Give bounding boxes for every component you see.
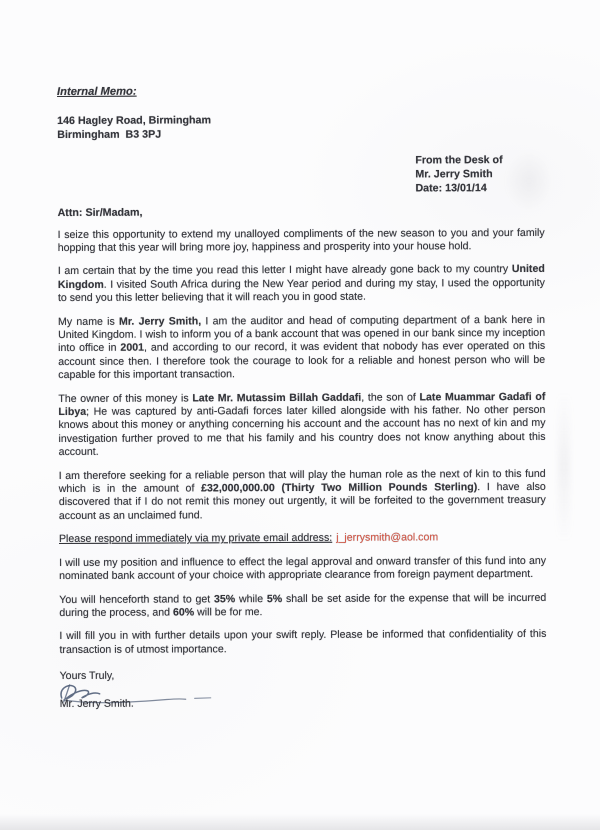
paragraph-travel: I am certain that by the time you read this letter I might have already gone back to my country United Kingdom. I visited South Africa during the New Year period and during my stay, I used the opportunity to send you this letter believing that it will reach you in good state. [57,263,545,305]
from-desk-block [415,154,544,196]
closing-salutation: Yours Truly, [59,669,115,683]
salutation: Attn: Sir/Madam, [57,206,143,219]
desk-line-3: Date: 13/01/14 [415,181,487,195]
address-line-1: 146 Hagley Road, Birmingham [57,114,212,127]
paragraph-owner: The owner of this money is Late Mr. Mutassim Billah Gaddafi, the son of Late Muammar Gadafi of Libya; He was captured by anti-Gadafi forces later killed alongside with his father. No other person knows about this money or anything concerning his account and the account has no next of kin and my investigation further proved to me that his family and his country does not know anything about this account. [58,390,546,459]
address-line-2: Birmingham B3 3PJ [57,128,162,141]
scan-shadow [0,814,600,830]
email-address: j_jerrysmith@aol.com [336,531,439,545]
sender-address [57,113,544,142]
paragraph-transfer: I will use my position and influence to effect the legal approval and onward transfer of this fund into any nominated bank account of your choice with appropriate clearance from foreign payment department. [59,554,547,583]
paragraph-percentages: You will henceforth stand to get 35% while 5% shall be set aside for the expense that will be incurred during the process, and 60% will be for me. [59,591,547,619]
signature-block [60,682,547,724]
desk-line-2: Mr. Jerry Smith [415,168,493,181]
paragraph-introduction: My name is Mr. Jerry Smith, I am the auditor and head of computing department of a bank here in United Kingdom. I wish to inform you of a bank account that was opened in our bank since my inception into office in 2001, and according to our record, it was evident that nobody has ever operated on this account since then. I therefore took the courage to look for a reliable and honest person who will be capable for this important transaction. [58,313,546,382]
desk-line-1: From the Desk of [415,154,503,167]
letter-content [57,84,547,724]
email-request-line [59,531,546,547]
memo-heading: Internal Memo: [57,85,137,98]
scan-smudge [558,392,570,542]
signature-name: Mr. Jerry Smith. [59,697,134,711]
email-request-label: Please respond immediately via my private email address: [58,532,333,546]
paragraph-confidentiality: I will fill you in with further details upon your swift reply. Please be informed that confidentiality of this transaction is of utmost importance. [59,628,547,656]
paragraph-amount: I am therefore seeking for a reliable person that will play the human role as the next of kin to this fund which is in the amount of £32,000,000.00 (Thirty Two Million Pounds Sterling). I have also discovered that if I do not remit this money out urgently, it will be forfeited to the government treasury account as an unclaimed fund. [58,467,546,522]
paragraph-greeting: I seize this opportunity to extend my unalloyed compliments of the new season to you and your family hopping that this year will bring more joy, happiness and prosperity into your house hold. [57,226,545,254]
